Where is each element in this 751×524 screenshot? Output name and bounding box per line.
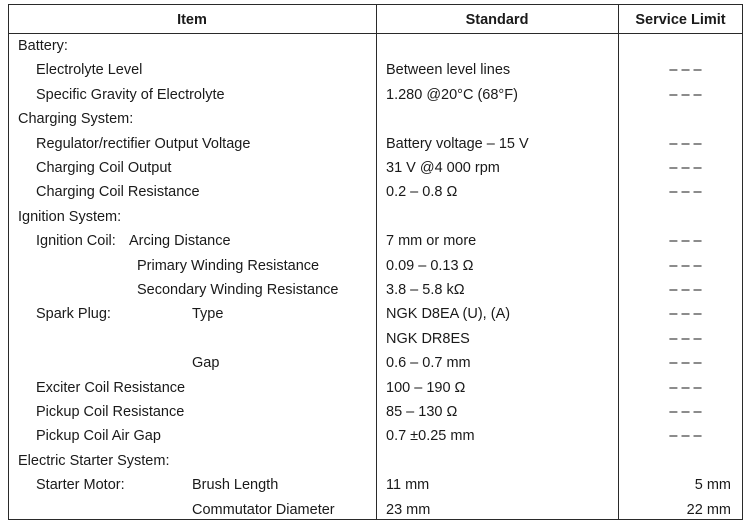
service-limit-value: – – – (669, 62, 702, 79)
item-sub-label: Arcing Distance (129, 233, 231, 250)
section-heading: Ignition System: (18, 208, 122, 225)
header-standard: Standard (465, 12, 529, 28)
item-label: Pickup Coil Resistance (36, 404, 185, 420)
standard-value: 100 – 190 Ω (386, 379, 466, 396)
service-limit-value: 22 mm (686, 501, 731, 518)
service-limit-value: – – – (669, 233, 702, 250)
standard-value: 0.09 – 0.13 Ω (386, 257, 474, 274)
standard-value: 1.280 @20°C (68°F) (386, 86, 518, 103)
item-detail-label: Secondary Winding Resistance (137, 282, 339, 298)
standard-value: 31 V @4 000 rpm (386, 160, 500, 176)
item-label: Charging Coil Resistance (36, 184, 200, 201)
standard-value: Battery voltage – 15 V (386, 135, 529, 152)
service-limit-value: – – – (669, 86, 702, 103)
standard-value: 0.2 – 0.8 Ω (386, 184, 458, 201)
item-label: Ignition Coil: (36, 233, 116, 250)
standard-value: 85 – 130 Ω (386, 404, 458, 420)
section-heading: Electric Starter System: (18, 452, 170, 469)
header-item: Item (177, 12, 207, 28)
item-label: Specific Gravity of Electrolyte (36, 86, 225, 103)
standard-value: 3.8 – 5.8 kΩ (386, 282, 465, 298)
item-label: Charging Coil Output (36, 160, 172, 176)
spec-table (8, 4, 743, 520)
service-limit-value (628, 449, 743, 473)
service-limit-value: – – – (669, 257, 702, 274)
item-sub-label: Gap (192, 355, 220, 372)
item-sub-label: Brush Length (192, 477, 279, 494)
item-label: Regulator/rectifier Output Voltage (36, 135, 251, 152)
column-divider-standard (376, 4, 377, 520)
service-limit-value: – – – (669, 135, 702, 152)
item-sub-label: Commutator Diameter (192, 501, 335, 518)
standard-value: 0.7 ±0.25 mm (386, 428, 475, 445)
item-sub-label: Type (192, 306, 224, 323)
section-heading: Battery: (18, 38, 68, 54)
item-label: Exciter Coil Resistance (36, 379, 186, 396)
service-limit-value: – – – (669, 306, 702, 323)
standard-value: NGK D8EA (U), (A) (386, 306, 511, 323)
service-limit-value: – – – (669, 330, 702, 347)
standard-value: NGK DR8ES (386, 330, 470, 347)
item-label: Pickup Coil Air Gap (36, 428, 161, 445)
standard-value: 11 mm (386, 477, 430, 494)
item-label: Spark Plug: (36, 306, 111, 323)
item-label: Starter Motor: (36, 477, 125, 494)
service-limit-value: – – – (669, 404, 702, 420)
service-limit-value (628, 34, 743, 58)
header-service-limit: Service Limit (635, 12, 726, 28)
section-heading: Charging System: (18, 111, 134, 128)
service-limit-value (628, 205, 743, 229)
standard-value: Between level lines (386, 62, 511, 79)
service-limit-value: – – – (669, 355, 702, 372)
service-limit-value: – – – (669, 428, 702, 445)
item-detail-label: Primary Winding Resistance (137, 257, 320, 274)
standard-value: 23 mm (386, 501, 431, 518)
service-limit-value (628, 107, 743, 131)
service-limit-value: – – – (669, 379, 702, 396)
service-limit-value: – – – (669, 282, 702, 298)
item-label: Electrolyte Level (36, 62, 143, 79)
service-limit-value: 5 mm (694, 477, 731, 494)
standard-value: 0.6 – 0.7 mm (386, 355, 471, 372)
column-divider-limit (618, 4, 619, 520)
service-limit-value: – – – (669, 184, 702, 201)
service-limit-value: – – – (669, 160, 702, 176)
standard-value: 7 mm or more (386, 233, 477, 250)
